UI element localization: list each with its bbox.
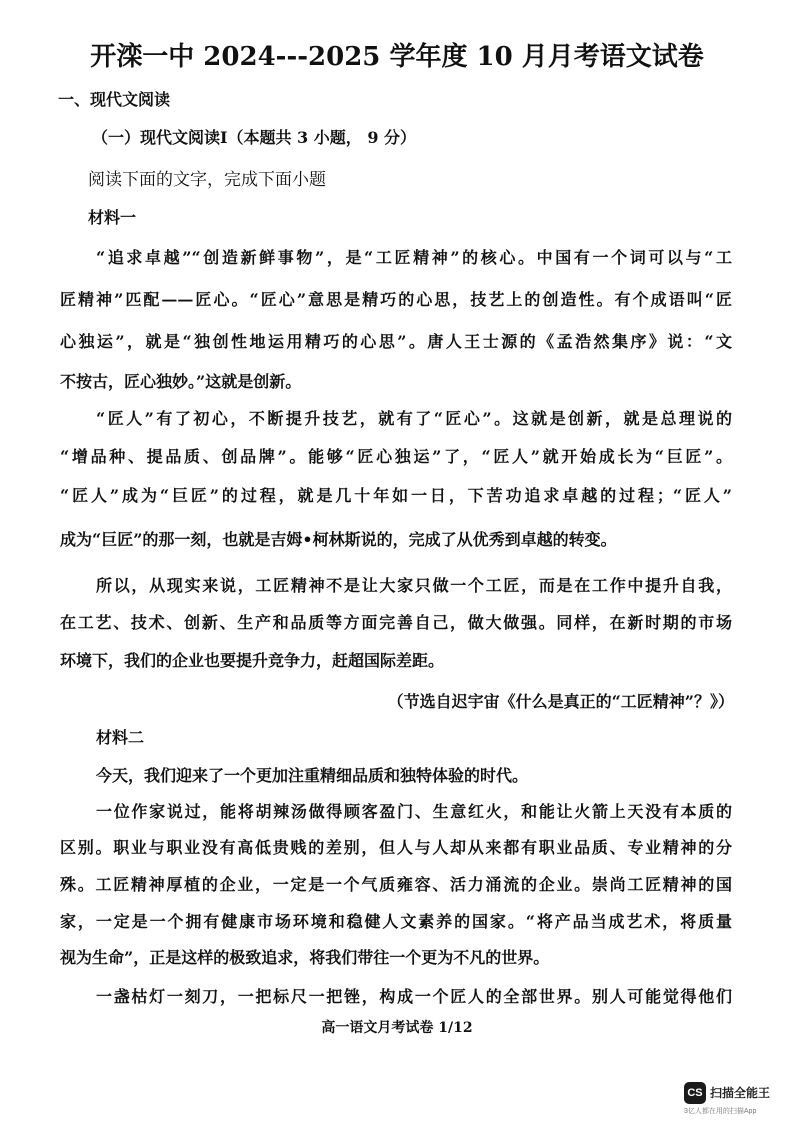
material1-line: “增品种、提品质、创品牌”。能够“匠心独运”了，“匠人”就开始成长为“巨匠”。 <box>60 447 732 466</box>
material1-label: 材料一 <box>88 208 137 227</box>
material1-line: 匠精神”匹配——匠心。“匠心”意思是精巧的心思，技艺上的创造性。有个成语叫“匠 <box>60 290 732 309</box>
watermark-app-name: 扫描全能王 <box>710 1086 771 1100</box>
material1-line: 在工艺、技术、创新、生产和品质等方面完善自己，做大做强。同样，在新时期的市场 <box>60 613 732 632</box>
material1-line: “匠人”有了初心，不断提升技艺，就有了“匠心”。这就是创新，就是总理说的 <box>96 409 732 428</box>
material2-line: 今天，我们迎来了一个更加注重精细品质和独特体验的时代。 <box>96 766 529 785</box>
material2-line: 区别。职业与职业没有高低贵贱的差别，但人与人却从来都有职业品质、专业精神的分 <box>60 838 732 857</box>
material2-line: 家，一定是一个拥有健康市场环境和稳健人文素养的国家。“将产品当成艺术，将质量 <box>60 912 732 931</box>
exam-title: 开滦一中 2024---2025 学年度 10 月月考语文试卷 <box>90 42 704 72</box>
camscanner-logo-icon: CS <box>684 1082 706 1104</box>
material1-line: 成为“巨匠”的那一刻，也就是吉姆•柯林斯说的，完成了从优秀到卓越的转变。 <box>60 530 617 549</box>
material1-line: “追求卓越”“创造新鲜事物”，是“工匠精神”的核心。中国有一个词可以与“工 <box>96 248 732 267</box>
page-footer: 高一语文月考试卷 1/12 <box>321 1020 473 1036</box>
material2-label: 材料二 <box>96 728 145 747</box>
material1-line: 心独运”，就是“独创性地运用精巧的心思”。唐人王士源的《孟浩然集序》说：“文 <box>60 332 732 351</box>
material2-line: 殊。工匠精神厚植的企业，一定是一个气质雍容、活力涌流的企业。崇尚工匠精神的国 <box>60 875 732 894</box>
material2-line: 视为生命”，正是这样的极致追求，将我们带往一个更为不凡的世界。 <box>60 948 550 967</box>
material2-line: 一位作家说过，能将胡辣汤做得顾客盈门、生意红火，和能让火箭上天没有本质的 <box>96 802 732 821</box>
material1-line: 所以，从现实来说，工匠精神不是让大家只做一个工匠，而是在工作中提升自我， <box>96 576 732 595</box>
subsection-heading: （一）现代文阅读Ⅰ（本题共 3 小题， 9 分） <box>92 128 417 147</box>
reading-instruction: 阅读下面的文字，完成下面小题 <box>88 170 326 190</box>
material1-line: “匠人”成为“巨匠”的过程，就是几十年如一日，下苦功追求卓越的过程；“匠人” <box>60 486 732 505</box>
section-heading: 一、现代文阅读 <box>58 90 171 109</box>
material1-source: （节选自迟宇宙《什么是真正的“工匠精神”？》） <box>387 692 734 711</box>
watermark-tagline: 3亿人都在用的扫描App <box>684 1108 757 1115</box>
material1-line: 环境下，我们的企业也要提升竞争力，赶超国际差距。 <box>60 651 445 670</box>
material2-line: 一盏枯灯一刻刀，一把标尺一把锉，构成一个匠人的全部世界。别人可能觉得他们 <box>96 987 732 1006</box>
material1-line: 不按古，匠心独妙。”这就是创新。 <box>60 372 302 391</box>
scanner-watermark <box>684 1082 788 1118</box>
